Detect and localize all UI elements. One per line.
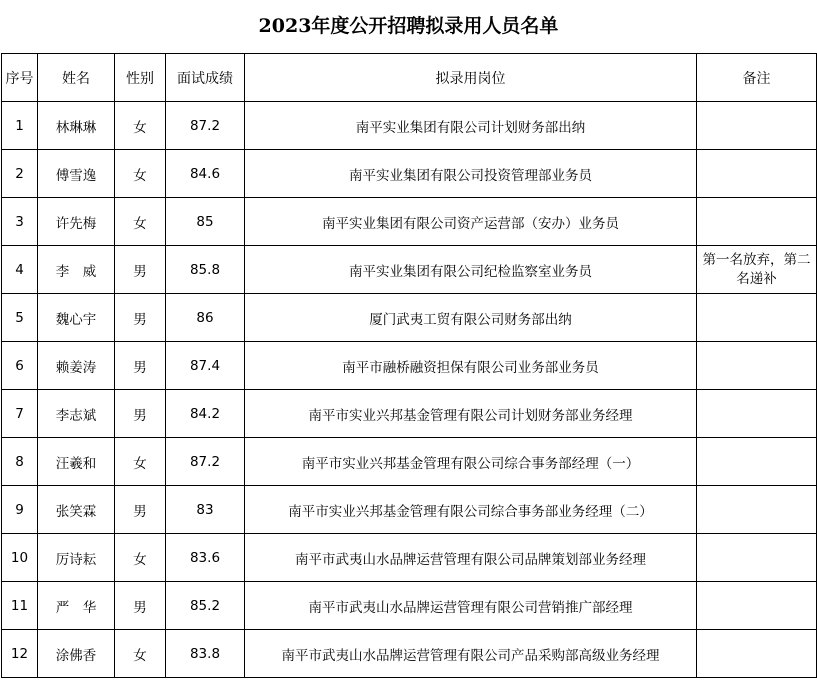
- cell-no: 3: [2, 198, 38, 246]
- cell-post: 南平市武夷山水品牌运营管理有限公司品牌策划部业务经理: [245, 534, 697, 582]
- cell-name: 赖姜涛: [38, 342, 115, 390]
- cell-gender: 女: [115, 534, 166, 582]
- cell-name: 李 威: [38, 246, 115, 294]
- table-row: [2, 294, 817, 342]
- cell-note: [697, 342, 817, 390]
- cell-gender: 男: [115, 342, 166, 390]
- cell-score: 85: [166, 198, 245, 246]
- cell-note: [697, 582, 817, 630]
- cell-score: 84.6: [166, 150, 245, 198]
- cell-note: [697, 438, 817, 486]
- cell-name: 张笑霖: [38, 486, 115, 534]
- cell-post: 厦门武夷工贸有限公司财务部出纳: [245, 294, 697, 342]
- cell-post: 南平市武夷山水品牌运营管理有限公司营销推广部经理: [245, 582, 697, 630]
- cell-note: [697, 630, 817, 678]
- cell-post: 南平市实业兴邦基金管理有限公司综合事务部业务经理（二）: [245, 486, 697, 534]
- table-row: [2, 534, 817, 582]
- cell-note: [697, 150, 817, 198]
- table-row: [2, 438, 817, 486]
- cell-no: 2: [2, 150, 38, 198]
- cell-gender: 女: [115, 102, 166, 150]
- cell-gender: 男: [115, 294, 166, 342]
- cell-name: 林琳琳: [38, 102, 115, 150]
- cell-no: 12: [2, 630, 38, 678]
- cell-gender: 女: [115, 438, 166, 486]
- table-row: [2, 582, 817, 630]
- cell-no: 1: [2, 102, 38, 150]
- cell-no: 9: [2, 486, 38, 534]
- table-row: [2, 486, 817, 534]
- cell-no: 5: [2, 294, 38, 342]
- cell-gender: 女: [115, 198, 166, 246]
- cell-score: 85.2: [166, 582, 245, 630]
- cell-score: 87.4: [166, 342, 245, 390]
- cell-score: 83: [166, 486, 245, 534]
- column-header-score: 面试成绩: [166, 54, 245, 102]
- cell-no: 10: [2, 534, 38, 582]
- header-row: [2, 54, 817, 102]
- cell-no: 6: [2, 342, 38, 390]
- cell-post: 南平市武夷山水品牌运营管理有限公司产品采购部高级业务经理: [245, 630, 697, 678]
- cell-score: 87.2: [166, 438, 245, 486]
- table-row: [2, 246, 817, 294]
- cell-score: 86: [166, 294, 245, 342]
- cell-score: 87.2: [166, 102, 245, 150]
- table-row: [2, 342, 817, 390]
- table-row: [2, 102, 817, 150]
- cell-gender: 男: [115, 486, 166, 534]
- column-header-note: 备注: [697, 54, 817, 102]
- cell-no: 7: [2, 390, 38, 438]
- cell-no: 11: [2, 582, 38, 630]
- cell-note: [697, 102, 817, 150]
- cell-score: 83.8: [166, 630, 245, 678]
- cell-post: 南平市实业兴邦基金管理有限公司综合事务部经理（一）: [245, 438, 697, 486]
- cell-note: [697, 390, 817, 438]
- cell-score: 83.6: [166, 534, 245, 582]
- cell-score: 85.8: [166, 246, 245, 294]
- cell-name: 厉诗耘: [38, 534, 115, 582]
- cell-gender: 女: [115, 630, 166, 678]
- cell-name: 汪羲和: [38, 438, 115, 486]
- cell-post: 南平实业集团有限公司资产运营部（安办）业务员: [245, 198, 697, 246]
- table-row: [2, 150, 817, 198]
- cell-gender: 男: [115, 246, 166, 294]
- cell-name: 傅雪逸: [38, 150, 115, 198]
- cell-note: 第一名放弃，第二名递补: [697, 246, 817, 294]
- cell-name: 涂佛香: [38, 630, 115, 678]
- cell-note: [697, 534, 817, 582]
- column-header-no: 序号: [2, 54, 38, 102]
- table-row: [2, 390, 817, 438]
- cell-gender: 女: [115, 150, 166, 198]
- cell-gender: 男: [115, 390, 166, 438]
- column-header-gender: 性别: [115, 54, 166, 102]
- cell-post: 南平实业集团有限公司纪检监察室业务员: [245, 246, 697, 294]
- cell-name: 魏心宇: [38, 294, 115, 342]
- cell-name: 严 华: [38, 582, 115, 630]
- cell-post: 南平实业集团有限公司计划财务部出纳: [245, 102, 697, 150]
- roster-table: [1, 53, 817, 678]
- cell-gender: 男: [115, 582, 166, 630]
- table-row: [2, 630, 817, 678]
- cell-post: 南平市融桥融资担保有限公司业务部业务员: [245, 342, 697, 390]
- cell-no: 4: [2, 246, 38, 294]
- cell-name: 李志斌: [38, 390, 115, 438]
- table-row: [2, 198, 817, 246]
- cell-note: [697, 486, 817, 534]
- cell-note: [697, 294, 817, 342]
- cell-score: 84.2: [166, 390, 245, 438]
- column-header-name: 姓名: [38, 54, 115, 102]
- cell-name: 许先梅: [38, 198, 115, 246]
- cell-note: [697, 198, 817, 246]
- cell-post: 南平市实业兴邦基金管理有限公司计划财务部业务经理: [245, 390, 697, 438]
- document-title: 2023年度公开招聘拟录用人员名单: [258, 15, 559, 37]
- column-header-post: 拟录用岗位: [245, 54, 697, 102]
- cell-no: 8: [2, 438, 38, 486]
- cell-post: 南平实业集团有限公司投资管理部业务员: [245, 150, 697, 198]
